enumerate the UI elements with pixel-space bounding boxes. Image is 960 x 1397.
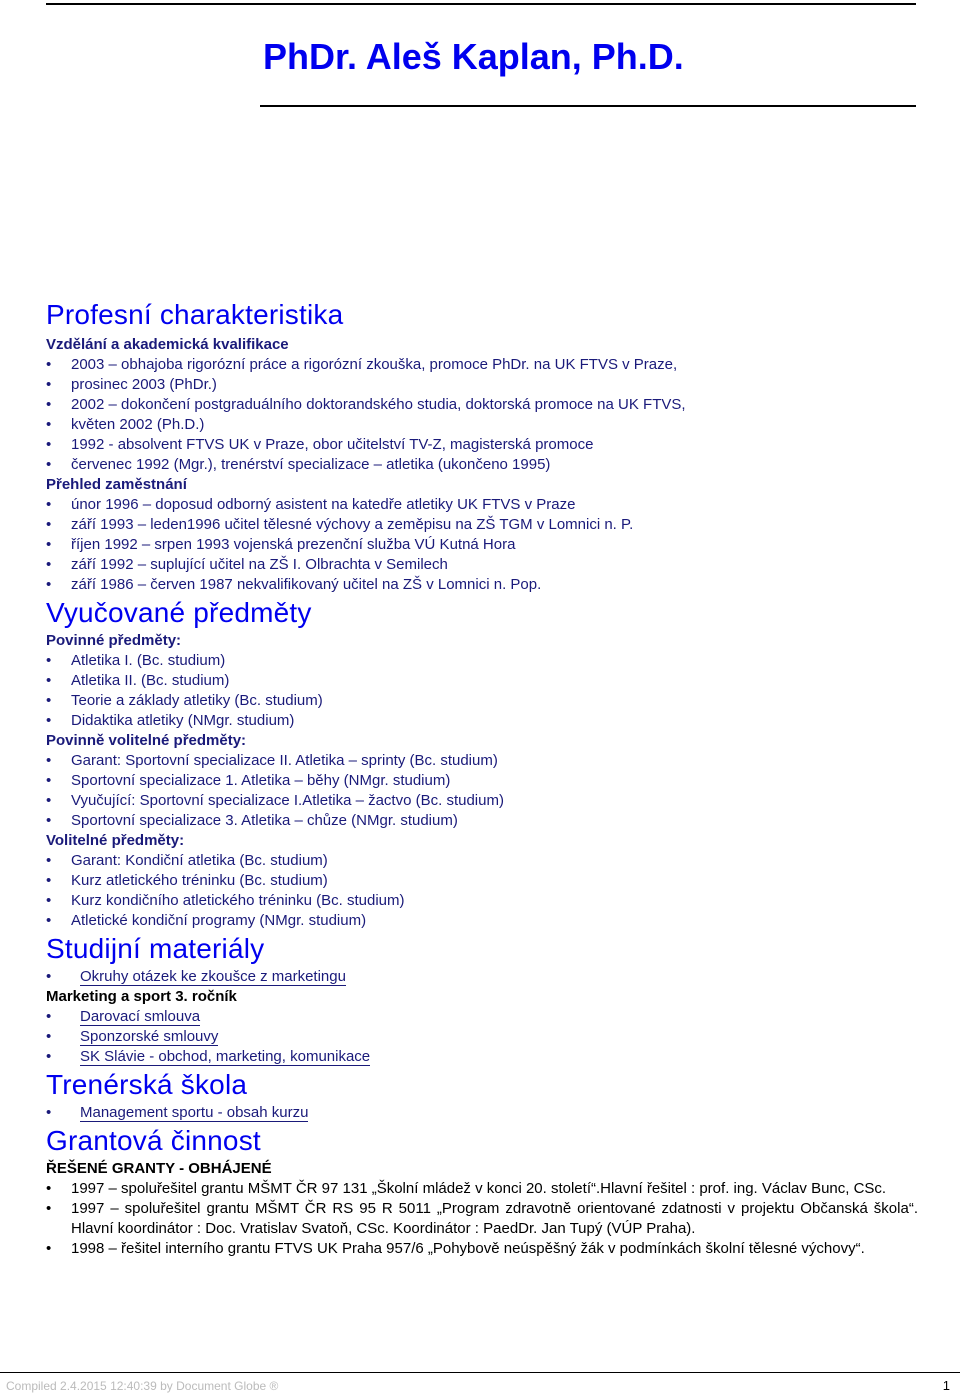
section-heading-profile: Profesní charakteristika [46, 299, 344, 330]
list-item: • říjen 1992 – srpen 1993 vojenská prezenční služba VÚ Kutná Hora [46, 535, 918, 555]
footer-compiled: Compiled 2.4.2015 12:40:39 by Document Globe ® [6, 1379, 279, 1393]
sport-management-link[interactable]: Management sportu - obsah kurzu [80, 1104, 309, 1121]
list-item: • září 1993 – leden1996 učitel tělesné výchovy a zeměpisu na ZŠ TGM v Lomnici n. P. [46, 515, 918, 535]
list-item: • Atletika II. (Bc. studium) [46, 671, 918, 691]
materials-links [46, 967, 918, 987]
list-item: • 1992 - absolvent FTVS UK v Praze, obor učitelství TV-Z, magisterská promoce [46, 435, 918, 455]
list-item: • Didaktika atletiky (NMgr. studium) [46, 711, 918, 731]
mandatory-label: Povinné předměty: [46, 632, 182, 649]
education-list [46, 355, 918, 475]
list-item [46, 1103, 918, 1123]
elective-label: Volitelné předměty: [46, 832, 185, 849]
section-heading-coaching: Trenérská škola [46, 1069, 248, 1100]
marketing-group-label: Marketing a sport 3. ročník [46, 988, 237, 1005]
elective-mandatory-label: Povinně volitelné předměty: [46, 732, 247, 749]
list-item [46, 1027, 918, 1047]
employment-label: Přehled zaměstnání [46, 476, 187, 493]
sk-slavie-link[interactable]: SK Slávie - obchod, marketing, komunikace [80, 1048, 371, 1065]
list-item: • Kurz kondičního atletického tréninku (Bc. studium) [46, 891, 918, 911]
footer-rule [0, 1372, 960, 1373]
list-item: • 1997 – spoluřešitel grantu MŠMT ČR 97 131 „Školní mládež v konci 20. století“.Hlavní řešitel : prof. ing. Václav Bunc, CSc. [46, 1179, 918, 1199]
grants-list [46, 1179, 918, 1259]
section-heading-grants: Grantová činnost [46, 1125, 261, 1156]
donation-contract-link[interactable]: Darovací smlouva [80, 1008, 201, 1025]
list-item: • květen 2002 (Ph.D.) [46, 415, 918, 435]
section-heading-materials: Studijní materiály [46, 933, 265, 964]
list-item: • prosinec 2003 (PhDr.) [46, 375, 918, 395]
mandatory-list [46, 651, 918, 731]
list-item: • Garant: Sportovní specializace II. Atletika – sprinty (Bc. studium) [46, 751, 918, 771]
list-item: • únor 1996 – doposud odborný asistent na katedře atletiky UK FTVS v Praze [46, 495, 918, 515]
top-rule [46, 3, 916, 5]
title-rule [260, 105, 916, 107]
list-item: • Atletické kondiční programy (NMgr. studium) [46, 911, 918, 931]
list-item: • Vyučující: Sportovní specializace I.Atletika – žactvo (Bc. studium) [46, 791, 918, 811]
content [46, 297, 918, 1259]
section-heading-subjects: Vyučované předměty [46, 597, 312, 628]
coaching-links [46, 1103, 918, 1123]
list-item [46, 1047, 918, 1067]
grants-label: ŘEŠENÉ GRANTY - OBHÁJENÉ [46, 1160, 272, 1177]
page-title: PhDr. Aleš Kaplan, Ph.D. [263, 36, 684, 77]
list-item: • 2003 – obhajoba rigorózní práce a rigorózní zkouška, promoce PhDr. na UK FTVS v Praze, [46, 355, 918, 375]
list-item: • 1998 – řešitel interního grantu FTVS UK Praha 957/6 „Pohybově neúspěšný žák v podmínkách školní tělesné výchovy“. [46, 1239, 918, 1259]
list-item: • 2002 – dokončení postgraduálního doktorandského studia, doktorská promoce na UK FTVS, [46, 395, 918, 415]
list-item [46, 1007, 918, 1027]
list-item: • září 1992 – suplující učitel na ZŠ I. Olbrachta v Semilech [46, 555, 918, 575]
education-label: Vzdělání a akademická kvalifikace [46, 336, 289, 353]
marketing-questions-link[interactable]: Okruhy otázek ke zkoušce z marketingu [80, 968, 346, 985]
list-item: • 1997 – spoluřešitel grantu MŠMT ČR RS 95 R 5011 „Program zdravotně orientované zdatnosti v projektu Občanská škola“. Hlavní koordinátor : Doc. Vratislav Svatoň, CSc. Koordinátor : PaedDr. Jan Tupý (VÚP Praha). [46, 1199, 918, 1239]
list-item: • Sportovní specializace 1. Atletika – běhy (NMgr. studium) [46, 771, 918, 791]
employment-list [46, 495, 918, 595]
list-item: • Teorie a základy atletiky (Bc. studium) [46, 691, 918, 711]
list-item: • Atletika I. (Bc. studium) [46, 651, 918, 671]
list-item [46, 967, 918, 987]
elective-mandatory-list [46, 751, 918, 831]
list-item: • Garant: Kondiční atletika (Bc. studium) [46, 851, 918, 871]
list-item: • červenec 1992 (Mgr.), trenérství specializace – atletika (ukončeno 1995) [46, 455, 918, 475]
marketing-links [46, 1007, 918, 1067]
list-item: • Kurz atletického tréninku (Bc. studium) [46, 871, 918, 891]
list-item: • Sportovní specializace 3. Atletika – chůze (NMgr. studium) [46, 811, 918, 831]
elective-list [46, 851, 918, 931]
sponsorship-contracts-link[interactable]: Sponzorské smlouvy [80, 1028, 219, 1045]
page-number: 1 [942, 1378, 950, 1393]
list-item: • září 1986 – červen 1987 nekvalifikovaný učitel na ZŠ v Lomnici n. Pop. [46, 575, 918, 595]
